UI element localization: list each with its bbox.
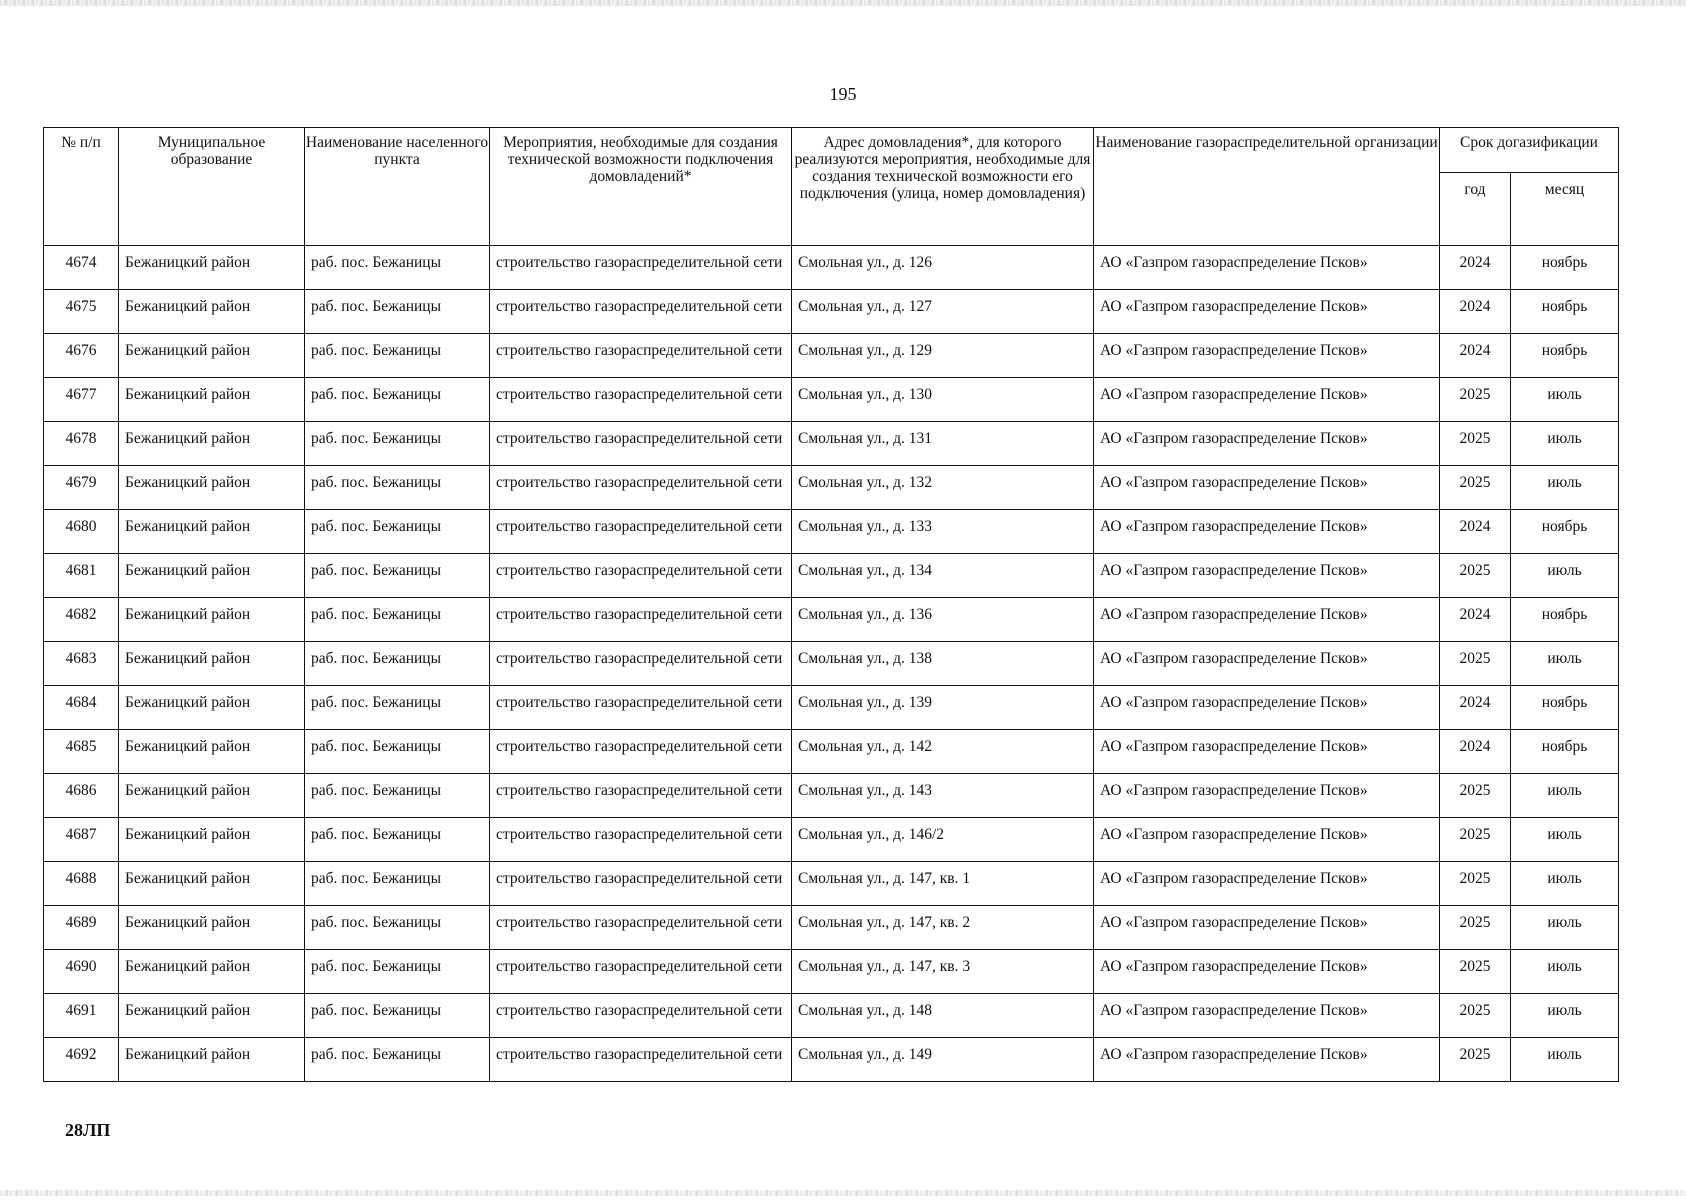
cell-settlement: раб. пос. Бежаницы — [305, 1038, 490, 1082]
cell-address: Смольная ул., д. 127 — [792, 290, 1094, 334]
table-row — [44, 510, 1619, 554]
cell-month: июль — [1511, 422, 1619, 466]
cell-address: Смольная ул., д. 146/2 — [792, 818, 1094, 862]
cell-num: 4689 — [44, 906, 119, 950]
cell-municipality: Бежаницкий район — [119, 642, 305, 686]
cell-measures: строительство газораспределительной сети — [490, 686, 792, 730]
cell-municipality: Бежаницкий район — [119, 554, 305, 598]
cell-organization: АО «Газпром газораспределение Псков» — [1094, 994, 1440, 1038]
cell-month: июль — [1511, 818, 1619, 862]
header-municipality: Муниципальное образование — [119, 128, 305, 246]
cell-year: 2025 — [1440, 642, 1511, 686]
cell-settlement: раб. пос. Бежаницы — [305, 422, 490, 466]
cell-year: 2024 — [1440, 510, 1511, 554]
cell-num: 4678 — [44, 422, 119, 466]
cell-month: июль — [1511, 466, 1619, 510]
cell-address: Смольная ул., д. 134 — [792, 554, 1094, 598]
cell-month: июль — [1511, 862, 1619, 906]
header-settlement: Наименование населенного пункта — [305, 128, 490, 246]
table-row — [44, 378, 1619, 422]
cell-organization: АО «Газпром газораспределение Псков» — [1094, 1038, 1440, 1082]
cell-organization: АО «Газпром газораспределение Псков» — [1094, 598, 1440, 642]
cell-num: 4677 — [44, 378, 119, 422]
cell-month: июль — [1511, 554, 1619, 598]
cell-municipality: Бежаницкий район — [119, 334, 305, 378]
cell-organization: АО «Газпром газораспределение Псков» — [1094, 862, 1440, 906]
cell-organization: АО «Газпром газораспределение Псков» — [1094, 378, 1440, 422]
cell-measures: строительство газораспределительной сети — [490, 906, 792, 950]
cell-municipality: Бежаницкий район — [119, 994, 305, 1038]
cell-month: июль — [1511, 774, 1619, 818]
table-body — [44, 246, 1619, 1082]
table-row — [44, 686, 1619, 730]
cell-settlement: раб. пос. Бежаницы — [305, 642, 490, 686]
cell-measures: строительство газораспределительной сети — [490, 774, 792, 818]
table-row — [44, 950, 1619, 994]
cell-month: ноябрь — [1511, 334, 1619, 378]
cell-settlement: раб. пос. Бежаницы — [305, 686, 490, 730]
cell-year: 2025 — [1440, 466, 1511, 510]
cell-address: Смольная ул., д. 147, кв. 1 — [792, 862, 1094, 906]
cell-measures: строительство газораспределительной сети — [490, 246, 792, 290]
table-row — [44, 290, 1619, 334]
cell-municipality: Бежаницкий район — [119, 818, 305, 862]
cell-measures: строительство газораспределительной сети — [490, 334, 792, 378]
cell-settlement: раб. пос. Бежаницы — [305, 246, 490, 290]
cell-settlement: раб. пос. Бежаницы — [305, 862, 490, 906]
cell-num: 4688 — [44, 862, 119, 906]
cell-municipality: Бежаницкий район — [119, 730, 305, 774]
header-term: Срок догазификации — [1440, 128, 1619, 173]
cell-organization: АО «Газпром газораспределение Псков» — [1094, 510, 1440, 554]
cell-organization: АО «Газпром газораспределение Псков» — [1094, 642, 1440, 686]
cell-address: Смольная ул., д. 132 — [792, 466, 1094, 510]
cell-month: ноябрь — [1511, 290, 1619, 334]
cell-measures: строительство газораспределительной сети — [490, 422, 792, 466]
header-address: Адрес домовладения*, для которого реализуются мероприятия, необходимые для создания технической возможности его подключения (улица, номер домовладения) — [792, 128, 1094, 246]
cell-measures: строительство газораспределительной сети — [490, 950, 792, 994]
cell-organization: АО «Газпром газораспределение Псков» — [1094, 466, 1440, 510]
cell-organization: АО «Газпром газораспределение Псков» — [1094, 290, 1440, 334]
cell-month: ноябрь — [1511, 598, 1619, 642]
cell-address: Смольная ул., д. 149 — [792, 1038, 1094, 1082]
cell-municipality: Бежаницкий район — [119, 290, 305, 334]
cell-municipality: Бежаницкий район — [119, 510, 305, 554]
table-row — [44, 994, 1619, 1038]
cell-settlement: раб. пос. Бежаницы — [305, 510, 490, 554]
cell-measures: строительство газораспределительной сети — [490, 378, 792, 422]
cell-municipality: Бежаницкий район — [119, 246, 305, 290]
cell-year: 2024 — [1440, 290, 1511, 334]
cell-measures: строительство газораспределительной сети — [490, 730, 792, 774]
cell-address: Смольная ул., д. 133 — [792, 510, 1094, 554]
cell-month: ноябрь — [1511, 510, 1619, 554]
cell-year: 2025 — [1440, 862, 1511, 906]
cell-month: июль — [1511, 378, 1619, 422]
cell-num: 4680 — [44, 510, 119, 554]
cell-year: 2025 — [1440, 378, 1511, 422]
scan-edge-bottom — [0, 1190, 1686, 1196]
cell-settlement: раб. пос. Бежаницы — [305, 554, 490, 598]
cell-num: 4690 — [44, 950, 119, 994]
header-num: № п/п — [44, 128, 119, 246]
table-row — [44, 906, 1619, 950]
cell-year: 2024 — [1440, 730, 1511, 774]
cell-year: 2025 — [1440, 1038, 1511, 1082]
cell-organization: АО «Газпром газораспределение Псков» — [1094, 906, 1440, 950]
cell-address: Смольная ул., д. 148 — [792, 994, 1094, 1038]
cell-organization: АО «Газпром газораспределение Псков» — [1094, 554, 1440, 598]
cell-num: 4679 — [44, 466, 119, 510]
cell-month: ноябрь — [1511, 730, 1619, 774]
table-row — [44, 1038, 1619, 1082]
cell-year: 2025 — [1440, 554, 1511, 598]
cell-settlement: раб. пос. Бежаницы — [305, 290, 490, 334]
cell-num: 4683 — [44, 642, 119, 686]
cell-address: Смольная ул., д. 139 — [792, 686, 1094, 730]
cell-year: 2025 — [1440, 950, 1511, 994]
cell-municipality: Бежаницкий район — [119, 950, 305, 994]
table-row — [44, 862, 1619, 906]
table-row — [44, 818, 1619, 862]
cell-measures: строительство газораспределительной сети — [490, 642, 792, 686]
page-number: 195 — [829, 84, 857, 104]
cell-municipality: Бежаницкий район — [119, 1038, 305, 1082]
cell-organization: АО «Газпром газораспределение Псков» — [1094, 774, 1440, 818]
cell-organization: АО «Газпром газораспределение Псков» — [1094, 730, 1440, 774]
cell-settlement: раб. пос. Бежаницы — [305, 598, 490, 642]
cell-num: 4691 — [44, 994, 119, 1038]
cell-measures: строительство газораспределительной сети — [490, 290, 792, 334]
cell-measures: строительство газораспределительной сети — [490, 994, 792, 1038]
cell-address: Смольная ул., д. 138 — [792, 642, 1094, 686]
scan-edge-top — [0, 0, 1686, 6]
cell-organization: АО «Газпром газораспределение Псков» — [1094, 334, 1440, 378]
cell-year: 2025 — [1440, 818, 1511, 862]
cell-settlement: раб. пос. Бежаницы — [305, 774, 490, 818]
cell-measures: строительство газораспределительной сети — [490, 554, 792, 598]
cell-organization: АО «Газпром газораспределение Псков» — [1094, 686, 1440, 730]
cell-month: июль — [1511, 1038, 1619, 1082]
cell-address: Смольная ул., д. 131 — [792, 422, 1094, 466]
header-month: месяц — [1511, 173, 1619, 246]
cell-num: 4682 — [44, 598, 119, 642]
cell-month: июль — [1511, 950, 1619, 994]
cell-measures: строительство газораспределительной сети — [490, 466, 792, 510]
cell-municipality: Бежаницкий район — [119, 906, 305, 950]
cell-municipality: Бежаницкий район — [119, 422, 305, 466]
cell-organization: АО «Газпром газораспределение Псков» — [1094, 818, 1440, 862]
cell-year: 2024 — [1440, 598, 1511, 642]
cell-settlement: раб. пос. Бежаницы — [305, 818, 490, 862]
cell-num: 4681 — [44, 554, 119, 598]
cell-settlement: раб. пос. Бежаницы — [305, 994, 490, 1038]
cell-year: 2025 — [1440, 774, 1511, 818]
cell-settlement: раб. пос. Бежаницы — [305, 466, 490, 510]
cell-measures: строительство газораспределительной сети — [490, 1038, 792, 1082]
table-row — [44, 334, 1619, 378]
table-row — [44, 466, 1619, 510]
cell-month: июль — [1511, 642, 1619, 686]
table-row — [44, 774, 1619, 818]
cell-settlement: раб. пос. Бежаницы — [305, 730, 490, 774]
cell-year: 2024 — [1440, 246, 1511, 290]
cell-address: Смольная ул., д. 143 — [792, 774, 1094, 818]
cell-settlement: раб. пос. Бежаницы — [305, 950, 490, 994]
cell-municipality: Бежаницкий район — [119, 862, 305, 906]
cell-organization: АО «Газпром газораспределение Псков» — [1094, 246, 1440, 290]
cell-municipality: Бежаницкий район — [119, 378, 305, 422]
cell-address: Смольная ул., д. 142 — [792, 730, 1094, 774]
cell-settlement: раб. пос. Бежаницы — [305, 378, 490, 422]
cell-address: Смольная ул., д. 147, кв. 3 — [792, 950, 1094, 994]
header-year: год — [1440, 173, 1511, 246]
cell-month: ноябрь — [1511, 686, 1619, 730]
cell-measures: строительство газораспределительной сети — [490, 598, 792, 642]
table-row — [44, 246, 1619, 290]
cell-organization: АО «Газпром газораспределение Псков» — [1094, 950, 1440, 994]
table-row — [44, 730, 1619, 774]
cell-municipality: Бежаницкий район — [119, 466, 305, 510]
cell-address: Смольная ул., д. 147, кв. 2 — [792, 906, 1094, 950]
cell-num: 4674 — [44, 246, 119, 290]
header-measures: Мероприятия, необходимые для создания технической возможности подключения домовладений* — [490, 128, 792, 246]
cell-month: июль — [1511, 906, 1619, 950]
cell-num: 4687 — [44, 818, 119, 862]
cell-num: 4684 — [44, 686, 119, 730]
cell-address: Смольная ул., д. 136 — [792, 598, 1094, 642]
cell-num: 4676 — [44, 334, 119, 378]
table-row — [44, 422, 1619, 466]
cell-num: 4686 — [44, 774, 119, 818]
cell-municipality: Бежаницкий район — [119, 774, 305, 818]
cell-year: 2025 — [1440, 906, 1511, 950]
table-row — [44, 554, 1619, 598]
cell-measures: строительство газораспределительной сети — [490, 862, 792, 906]
cell-measures: строительство газораспределительной сети — [490, 510, 792, 554]
cell-num: 4692 — [44, 1038, 119, 1082]
cell-year: 2025 — [1440, 422, 1511, 466]
table-row — [44, 642, 1619, 686]
cell-municipality: Бежаницкий район — [119, 686, 305, 730]
cell-address: Смольная ул., д. 129 — [792, 334, 1094, 378]
cell-year: 2024 — [1440, 334, 1511, 378]
table-header — [44, 128, 1619, 246]
gasification-table — [43, 127, 1619, 1082]
footer-code: 28ЛП — [65, 1120, 111, 1140]
cell-year: 2025 — [1440, 994, 1511, 1038]
cell-month: ноябрь — [1511, 246, 1619, 290]
cell-municipality: Бежаницкий район — [119, 598, 305, 642]
cell-settlement: раб. пос. Бежаницы — [305, 906, 490, 950]
table-row — [44, 598, 1619, 642]
cell-num: 4685 — [44, 730, 119, 774]
cell-month: июль — [1511, 994, 1619, 1038]
cell-settlement: раб. пос. Бежаницы — [305, 334, 490, 378]
cell-year: 2024 — [1440, 686, 1511, 730]
cell-measures: строительство газораспределительной сети — [490, 818, 792, 862]
cell-address: Смольная ул., д. 126 — [792, 246, 1094, 290]
cell-organization: АО «Газпром газораспределение Псков» — [1094, 422, 1440, 466]
cell-address: Смольная ул., д. 130 — [792, 378, 1094, 422]
header-organization: Наименование газораспределительной организации — [1094, 128, 1440, 246]
cell-num: 4675 — [44, 290, 119, 334]
